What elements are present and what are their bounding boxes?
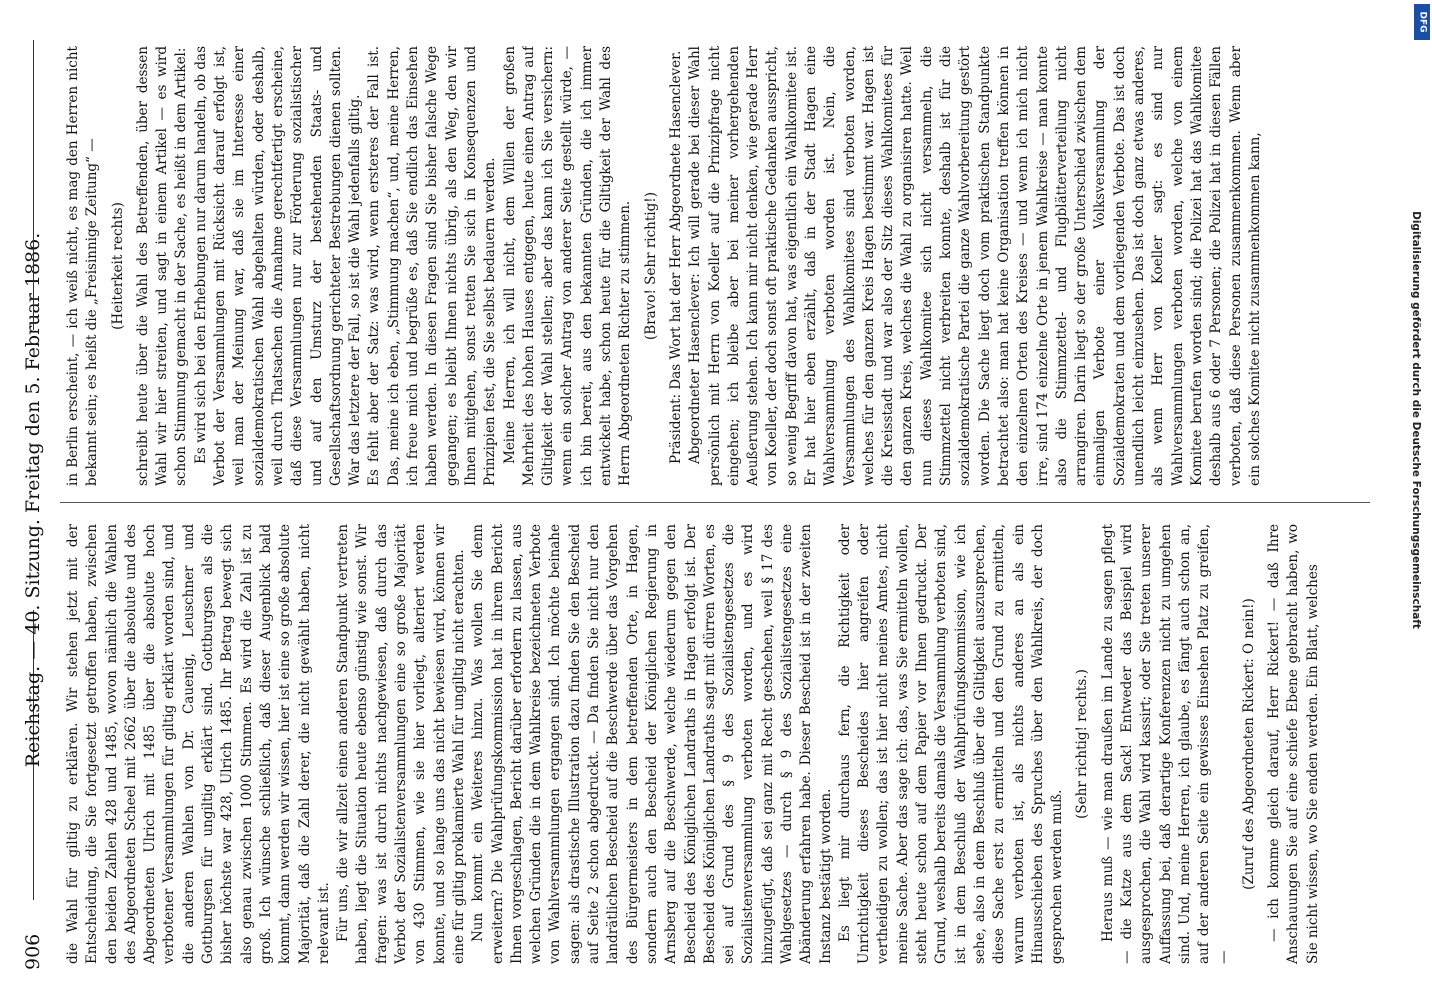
dfg-logo-text: DFG — [1417, 11, 1428, 33]
paragraph: Meine Herren, ich will nicht, dem Willen der großen Mehrheit des hohen Hauses entgegen, heute einen Antrag auf Giltigkeit der Wahl stellen; aber das kann ich Sie versichern: wenn ein solcher Antrag von anderer Seite gestellt würde, — ich bin bereit, aus den bekannten Gründen, die ich immer entwickelt habe, schon heute für die Giltigkeit der Wahl des Herrn Abgeordneten Richter zu stimmen. — [501, 46, 634, 486]
interjection: (Bravo! Sehr richtig!) — [642, 192, 659, 340]
paragraph: Es fehlt aber der Satz: was wird, wenn ersteres der Fall ist. Das, meine ich eben, „Stimmung machen“, und, meine Herren, ich freue mich und begrüße es, daß Sie endlich das Einsehen haben werden. In diesen Fragen sind Sie bisher falsche Wege gegangen; es bleibt Ihnen nichts übrig, als den Weg, den wir Ihnen mitgehen, sonst retten Sie sich in Konsequenzen und Prinzipien fest, die Sie selbst bedauern werden. — [366, 46, 499, 486]
interjection: (Heiterkeit rechts) — [109, 202, 126, 330]
interjection: (Zuruf des Abgeordneten Rickert: O nein!) — [1240, 598, 1257, 890]
quotation: Es wird sich bei den Erhebungen nur darum handeln, ob das Verbot der Versammlungen mit Rücksicht darauf erfolgt ist, weil man der Meinung war, daß sie im Interesse einer sozialdemokratischen Wahl abgehalten würden, oder deshalb, weil durch Thatsachen die Annahme gerechtfertigt erscheine, daß diese Versammlungen nur zur Förderung sozialistischer und auf den Umsturz der bestehenden Staats- und Gesellschaftsordnung gerichteter Bestrebungen dienen sollten. War das letztere der Fall, so ist die Wahl jedenfalls giltig. — [192, 46, 364, 486]
paragraph: Nun kommt ein Weiteres hinzu. Was wollen Sie denn erweitern? Die Wahlprüfungskommission hat in ihrem Bericht Ihnen vorgeschlagen, Bericht darüber erfordern zu lassen, aus welchen Gründen die in dem Wahlkreise bezeichneten Verbote von Wahlversammlungen ergangen sind. Ich möchte beinahe sagen: als drastische Illustration dazu finden Sie den Bescheid auf Seite 2 schon abgedruckt. — Da finden Sie nicht nur den landrätlichen Bescheid auf die Beschwerde über das Vorgehen des Bürgermeisters in dem betreffenden Orte, in Hagen, sondern auch den Bescheid der Königlichen Regierung in Arnsberg auf die Beschwerde, welche wiederum gegen den Bescheid des Königlichen Landraths in Hagen erfolgt ist. Der Bescheid des Königlichen Landraths sagt mit dürren Worten, es sei auf Grund des § 9 des Sozialistengesetzes die Sozialistenversammlung verboten worden, und es wird hinzugefügt, daß sei ganz mit Recht geschehen, weil § 17 des Wahlgesetzes — durch § 9 des Sozialistengesetzes eine Abänderung erfahren habe. Dieser Bescheid ist in der zweiten Instanz bestätigt worden. — [470, 524, 834, 964]
paragraph: Für uns, die wir allzeit einen anderen Standpunkt vertreten haben, liegt die Situation heute ebenso günstig wie sonst. Wir fragen: was ist durch nichts nachgewiesen, daß durch das Verbot der Sozialistenversammlungen eine so große Majorität von 430 Stimmen, wie sie hier vorliegt, alteriert werden konnte, und so lange uns das nicht bewiesen wird, können wir eine für giltig proklamierte Wahl für ungiltig nicht erachten. — [335, 524, 467, 964]
left-column — [64, 524, 1370, 964]
funding-notice: Digitalisierung gefördert durch die Deutsche Forschungsgemeinschaft — [1410, 211, 1422, 629]
header-rule-right — [33, 40, 34, 330]
paragraph: — ich komme gleich darauf, Herr Rickert! — daß Ihre Anschauungen Sie auf eine schiefe Ebene gebracht haben, wo Sie nicht wissen, wo Sie enden werden. Ein Blatt, welches — [1266, 524, 1321, 964]
digitization-footer — [1406, 40, 1426, 800]
interjection: (Sehr richtig! rechts.) — [1074, 669, 1091, 819]
page-number: 906 — [22, 933, 44, 970]
running-title: Reichstag. — 40. Sitzung. Freitag den 5. Februar 1886. — [22, 232, 44, 768]
page-header — [22, 30, 48, 970]
paragraph: Es liegt mir durchaus fern, die Richtigkeit oder Unrichtigkeit dieses Bescheides hier angreifen oder vertheidigen zu wollen; das ist hier nicht meines Amtes, nicht meine Sache. Aber das sage ich: das, was Sie ermitteln wollen, steht heute schon auf dem Papier vor Ihnen gedruckt. Der Grund, weshalb bereits damals die Versammlung verboten sind, ist in dem Beschluß der Wahlprüfungskommission, wie ich sehe, also in dem Beschluß über die Giltigkeit auszusprechen, diese Sache erst zu ermitteln und den Grund zu ermitteln, warum verboten ist, als nichts anderes an als ein Hinausschieben des Spruches über den Wahlkreis, der doch gesprochen werden muß. — [836, 524, 1066, 964]
paragraph: in Berlin erscheint, — ich weiß nicht, es mag den Herren nicht bekannt sein; es heißt die „Freisinnige Zeitung“ — — [65, 46, 101, 486]
paragraph: Heraus muß — wie man draußen im Lande zu sagen pflegt — die Katze aus dem Sack! Entweder das Beispiel wird ausgesprochen, die Wahl wird kassirt; oder Sie treten unserer Auffassung bei, daß derartige Konferenzen nicht zu umgehen sind. Und, meine Herren, ich glaube, es fängt auch schon an, auf der anderen Seite ein gewisses Einsehen Platz zu greifen, — — [1099, 524, 1232, 964]
paragraph: schreibt heute über die Wahl des Betreffenden, über dessen Wahl wir hier streiten, und sagt in einem Artikel — es wird schon Stimmung gemacht in der Sache, es heißt in dem Artikel: — [134, 46, 190, 486]
speaker-paragraph: Präsident: Das Wort hat der Herr Abgeordnete Hasenclever. — [667, 50, 684, 464]
column-divider — [60, 502, 1370, 503]
right-column — [64, 46, 1370, 486]
dfg-logo — [1414, 4, 1430, 40]
speaker-paragraph: Abgeordneter Hasenclever: Ich will gerade bei dieser Wahl persönlich mit Herrn von Koeller auf die Prinzipfrage nicht eingehen; ich bleibe aber bei meiner vorhergehenden Aeußerung stehen. Ich kann mir nicht denken, wie gerade Herr von Koeller, der doch sonst oft praktische Gedanken ausspricht, so wenig Begriff davon hat, was eigentlich ein Wahlkomitee ist. Er hat hier eben erzählt, daß in der Stadt Hagen eine Wahlversammlung verboten worden ist. Nein, die Versammlungen des Wahlkomitees sind verboten worden, welches für den ganzen Kreis Hagen bestimmt war. Hagen ist die Kreisstadt und war also der Sitz dieses Wahlkomitees für den ganzen Kreis, welches die Wahl zu organisiren hatte. Weil nun dieses Wahlkomitee sich nicht versammeln, die Stimmzettel nicht verbreiten konnte, deshalb ist für die sozialdemokratische Partei die ganze Wahlvorbereitung gestört worden. Die Sache liegt doch vom praktischen Standpunkte betrachtet also: man hat keine Organisation treffen können in den einzelnen Orten des Kreises — und wenn ich mich nicht irre, sind 174 einzelne Orte in jenem Wahlkreise — man konnte also die Stimmzettel- und Flugblätterverteilung nicht arrangiren. Darin liegt so der große Unterschied zwischen dem einmaligen Verbote einer Volksversammlung der Sozialdemokraten und dem vorliegenden Verbote. Das ist doch unendlich leicht einzusehen. Das ist doch ganz etwas anderes, als wenn Herr von Koeller sagt: es sind nur Wahlversammlungen verboten worden, welche von einem Komitee berufen worden sind; die Polizei hat das Wahlkomitee deshalb aus 6 oder 7 Personen; die Polizei hat in diesen Fällen verboten, daß diese Personen zusammenkommen. Wenn aber ein solches Komitee nicht zusammenkommen kann, — [687, 46, 1263, 486]
paragraph: die Wahl für giltig zu erklären. Wir stehen jetzt mit der Entscheidung, die Sie fortgesetzt getroffen haben, zwischen den beiden Zahlen 428 und 1485, wovon nämlich die Wahlen des Abgeordneten Scheel mit 2662 über die absolute und des Abgeordneten Ulrich mit 1485 über die absolute hoch verbotener Versammlungen für giltig erklärt worden sind, und die anderen Wahlen von Dr. Cauenig, Leuschner und Gottburgsen für ungiltig erklärt sind. Gottburgsen als die bisher höchste war 428, Ulrich 1485. Ihr Betrag bewegt sich also genau zwischen 1000 Stimmen. Es wird die Zahl ist zu groß. Ich wünsche schließlich, daß dieser Augenblick bald kommt, dann werden wir wissen, hier ist eine so große absolute Majorität, daß die Zahl derer, die nicht gewählt haben, nicht relevant ist. — [65, 524, 332, 964]
